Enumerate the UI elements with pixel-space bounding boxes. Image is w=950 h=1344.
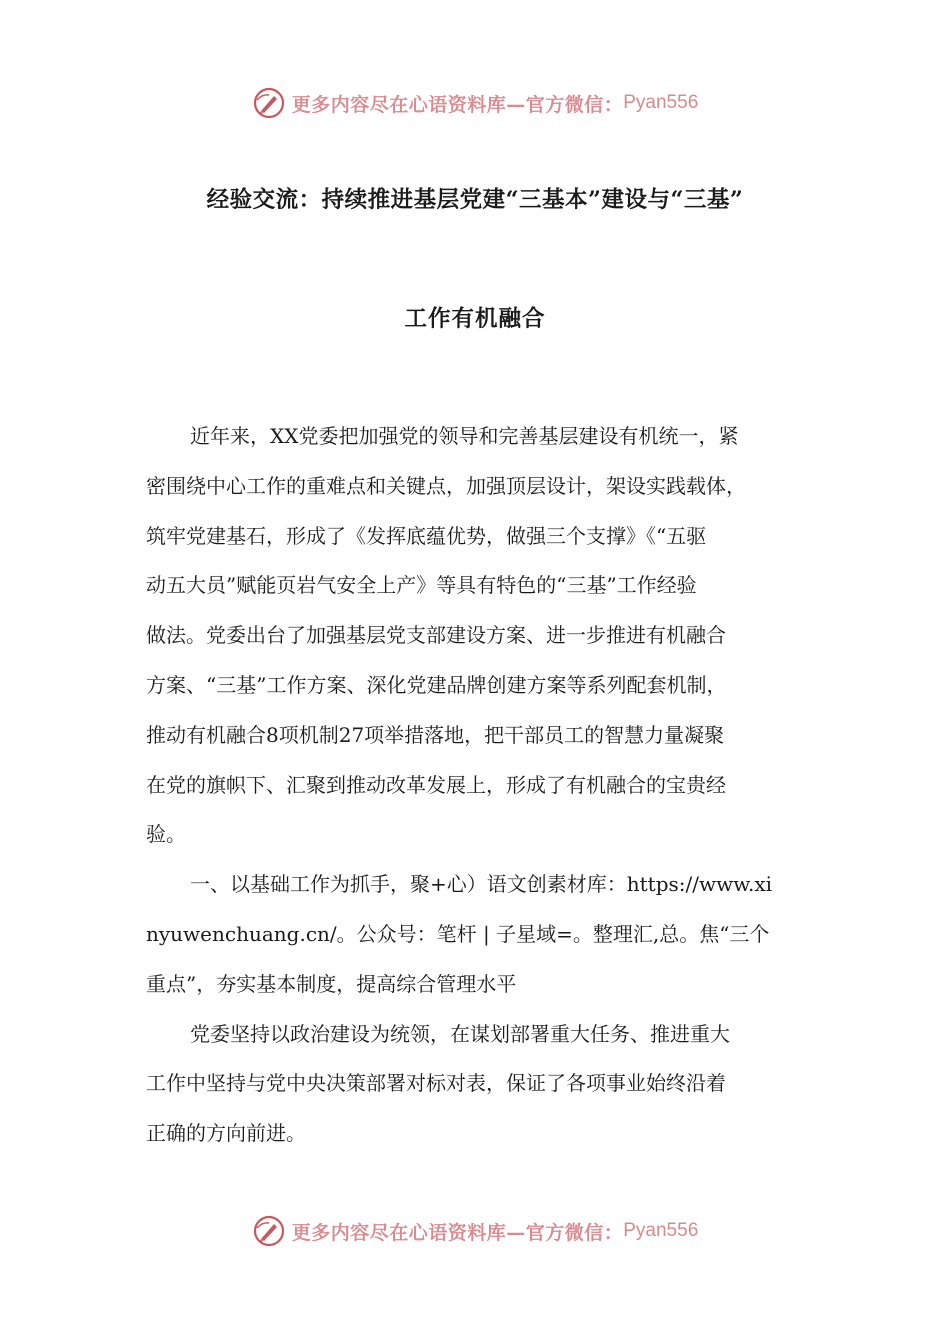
document-title-line-1: 经验交流：持续推进基层党建“三基本”建设与“三基” [206, 187, 744, 213]
watermark-header [0, 83, 950, 123]
watermark-text: 更多内容尽在心语资料库—官方微信： [291, 93, 624, 116]
watermark-footer [0, 1211, 950, 1251]
pen-logo-icon [252, 1214, 286, 1248]
text-line: 验。 [146, 822, 186, 847]
pen-logo-icon [252, 86, 286, 120]
watermark-wechat-id: Pyan556 [623, 1220, 699, 1241]
text-line: 近年来，XX党委把加强党的领导和完善基层建设有机统一，紧 [190, 424, 739, 448]
paragraph-3 [146, 1010, 806, 1159]
document-body [146, 412, 806, 1159]
text-line: 工作中坚持与党中央决策部署对标对表，保证了各项事业始终沿着 [146, 1071, 726, 1096]
text-line: 筑牢党建基石，形成了《发挥底蕴优势，做强三个支撑》《“五驱 [146, 523, 707, 548]
text-line: 方案、“三基”工作方案、深化党建品牌创建方案等系列配套机制， [146, 672, 727, 697]
text-line: 做法。党委出台了加强基层党支部建设方案、进一步推进有机融合 [146, 623, 726, 648]
paragraph-1 [146, 412, 806, 860]
text-line: 党委坚持以政治建设为统领，在谋划部署重大任务、推进重大 [190, 1021, 730, 1046]
text-line: 重点”，夯实基本制度，提高综合管理水平 [146, 971, 517, 996]
text-line: 密围绕中心工作的重难点和关键点，加强顶层设计，架设实践载体， [146, 473, 746, 498]
paragraph-2 [146, 860, 806, 1009]
text-line: 一、以基础工作为抓手，聚+心）语文创素材库：https://www.xi [190, 872, 773, 897]
text-line: 动五大员”赋能页岩气安全上产》等具有特色的“三基”工作经验 [146, 573, 697, 598]
text-line: 推动有机融合8项机制27项举措落地，把干部员工的智慧力量凝聚 [146, 722, 725, 747]
document-title-line-2: 工作有机融合 [404, 306, 546, 332]
watermark-wechat-id: Pyan556 [623, 92, 699, 113]
text-line: nyuwenchuang.cn/。公众号：笔杆 | 子星域=。整理汇,总。焦“三个 [146, 921, 770, 946]
text-line: 在党的旗帜下、汇聚到推动改革发展上，形成了有机融合的宝贵经 [146, 772, 726, 797]
watermark-text: 更多内容尽在心语资料库—官方微信： [291, 1221, 624, 1244]
text-line: 正确的方向前进。 [146, 1121, 306, 1146]
